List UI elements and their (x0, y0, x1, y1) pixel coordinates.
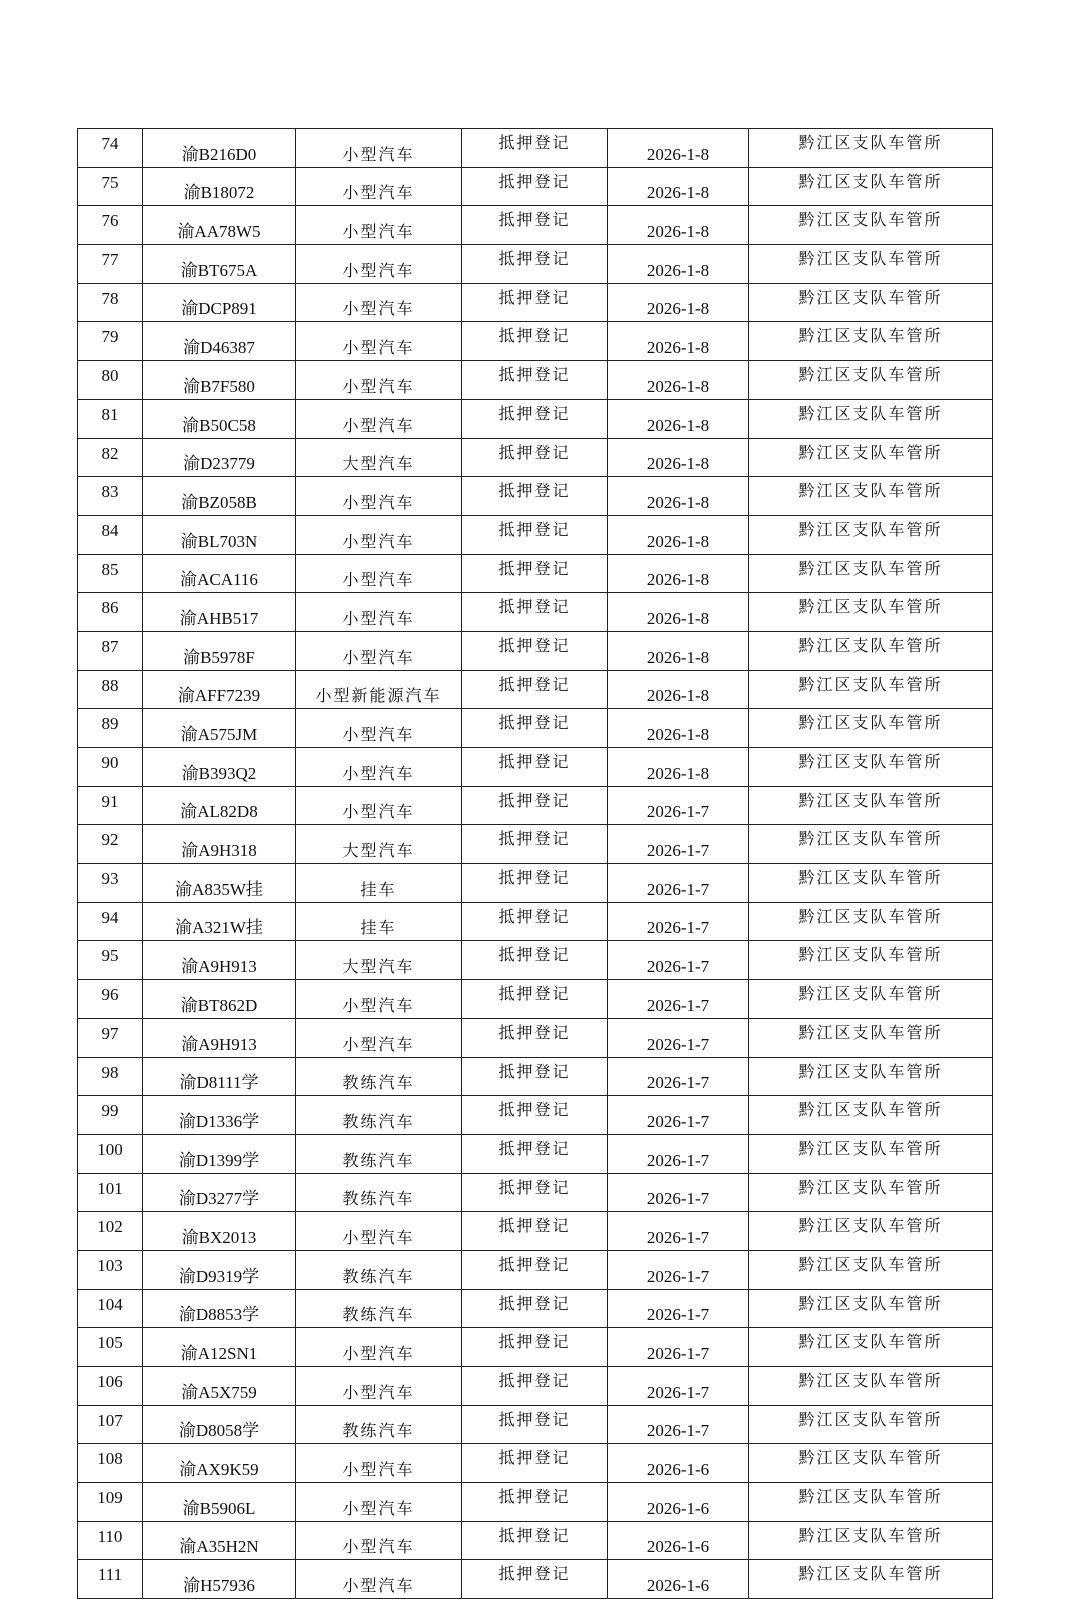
plate-number-cell: 渝A321W挂 (143, 902, 296, 941)
plate-number-cell: 渝B7F580 (143, 361, 296, 400)
business-type-cell: 抵押登记 (462, 1018, 608, 1057)
vehicle-type-cell: 小型汽车 (296, 206, 462, 245)
row-number-cell: 89 (78, 709, 143, 748)
date-cell: 2026-1-8 (608, 167, 749, 206)
vehicle-type-cell: 小型汽车 (296, 1483, 462, 1522)
row-number-cell: 104 (78, 1289, 143, 1328)
plate-number-cell: 渝AL82D8 (143, 786, 296, 825)
plate-number-cell: 渝BX2013 (143, 1212, 296, 1251)
date-cell: 2026-1-8 (608, 245, 749, 284)
vehicle-type-cell: 小型汽车 (296, 748, 462, 787)
row-number-cell: 105 (78, 1328, 143, 1367)
vehicle-type-cell: 小型汽车 (296, 1367, 462, 1406)
vehicle-type-cell: 教练汽车 (296, 1405, 462, 1444)
plate-number-cell: 渝ACA116 (143, 554, 296, 593)
table-row (78, 902, 993, 941)
table-row (78, 1405, 993, 1444)
date-cell: 2026-1-7 (608, 1405, 749, 1444)
row-number-cell: 78 (78, 283, 143, 322)
table-row (78, 748, 993, 787)
plate-number-cell: 渝D3277学 (143, 1173, 296, 1212)
plate-number-cell: 渝AA78W5 (143, 206, 296, 245)
table-row (78, 1483, 993, 1522)
office-cell: 黔江区支队车管所 (749, 593, 993, 632)
vehicle-type-cell: 教练汽车 (296, 1057, 462, 1096)
row-number-cell: 111 (78, 1560, 143, 1599)
business-type-cell: 抵押登记 (462, 709, 608, 748)
vehicle-type-cell: 教练汽车 (296, 1289, 462, 1328)
vehicle-type-cell: 小型汽车 (296, 1212, 462, 1251)
plate-number-cell: 渝DCP891 (143, 283, 296, 322)
vehicle-type-cell: 小型汽车 (296, 167, 462, 206)
plate-number-cell: 渝H57936 (143, 1560, 296, 1599)
office-cell: 黔江区支队车管所 (749, 864, 993, 903)
plate-number-cell: 渝A35H2N (143, 1521, 296, 1560)
business-type-cell: 抵押登记 (462, 1521, 608, 1560)
office-cell: 黔江区支队车管所 (749, 438, 993, 477)
office-cell: 黔江区支队车管所 (749, 1250, 993, 1289)
table-row (78, 1250, 993, 1289)
date-cell: 2026-1-7 (608, 1096, 749, 1135)
table-row (78, 1096, 993, 1135)
row-number-cell: 77 (78, 245, 143, 284)
office-cell: 黔江区支队车管所 (749, 1057, 993, 1096)
row-number-cell: 107 (78, 1405, 143, 1444)
date-cell: 2026-1-8 (608, 748, 749, 787)
vehicle-type-cell: 教练汽车 (296, 1134, 462, 1173)
table-row (78, 1367, 993, 1406)
table-row (78, 1173, 993, 1212)
date-cell: 2026-1-8 (608, 554, 749, 593)
office-cell: 黔江区支队车管所 (749, 1289, 993, 1328)
date-cell: 2026-1-7 (608, 1057, 749, 1096)
row-number-cell: 87 (78, 631, 143, 670)
office-cell: 黔江区支队车管所 (749, 1173, 993, 1212)
plate-number-cell: 渝A575JM (143, 709, 296, 748)
business-type-cell: 抵押登记 (462, 748, 608, 787)
business-type-cell: 抵押登记 (462, 1444, 608, 1483)
date-cell: 2026-1-6 (608, 1521, 749, 1560)
row-number-cell: 96 (78, 980, 143, 1019)
office-cell: 黔江区支队车管所 (749, 129, 993, 168)
date-cell: 2026-1-7 (608, 825, 749, 864)
table-row (78, 129, 993, 168)
plate-number-cell: 渝A12SN1 (143, 1328, 296, 1367)
row-number-cell: 91 (78, 786, 143, 825)
business-type-cell: 抵押登记 (462, 322, 608, 361)
business-type-cell: 抵押登记 (462, 825, 608, 864)
office-cell: 黔江区支队车管所 (749, 206, 993, 245)
business-type-cell: 抵押登记 (462, 1057, 608, 1096)
vehicle-type-cell: 小型汽车 (296, 1521, 462, 1560)
table-row (78, 322, 993, 361)
plate-number-cell: 渝D1399学 (143, 1134, 296, 1173)
row-number-cell: 93 (78, 864, 143, 903)
date-cell: 2026-1-8 (608, 438, 749, 477)
plate-number-cell: 渝D8853学 (143, 1289, 296, 1328)
plate-number-cell: 渝D9319学 (143, 1250, 296, 1289)
office-cell: 黔江区支队车管所 (749, 941, 993, 980)
business-type-cell: 抵押登记 (462, 864, 608, 903)
table-row (78, 786, 993, 825)
business-type-cell: 抵押登记 (462, 670, 608, 709)
business-type-cell: 抵押登记 (462, 438, 608, 477)
table-row (78, 438, 993, 477)
plate-number-cell: 渝B18072 (143, 167, 296, 206)
date-cell: 2026-1-7 (608, 1367, 749, 1406)
office-cell: 黔江区支队车管所 (749, 1405, 993, 1444)
business-type-cell: 抵押登记 (462, 1328, 608, 1367)
table-row (78, 1134, 993, 1173)
vehicle-type-cell: 小型汽车 (296, 361, 462, 400)
office-cell: 黔江区支队车管所 (749, 1483, 993, 1522)
plate-number-cell: 渝A9H913 (143, 1018, 296, 1057)
business-type-cell: 抵押登记 (462, 167, 608, 206)
row-number-cell: 94 (78, 902, 143, 941)
table-row (78, 1560, 993, 1599)
office-cell: 黔江区支队车管所 (749, 1367, 993, 1406)
row-number-cell: 79 (78, 322, 143, 361)
business-type-cell: 抵押登记 (462, 554, 608, 593)
office-cell: 黔江区支队车管所 (749, 1134, 993, 1173)
table-row (78, 167, 993, 206)
date-cell: 2026-1-8 (608, 477, 749, 516)
row-number-cell: 82 (78, 438, 143, 477)
vehicle-type-cell: 挂车 (296, 902, 462, 941)
date-cell: 2026-1-6 (608, 1483, 749, 1522)
office-cell: 黔江区支队车管所 (749, 1096, 993, 1135)
table-row (78, 631, 993, 670)
office-cell: 黔江区支队车管所 (749, 748, 993, 787)
business-type-cell: 抵押登记 (462, 1289, 608, 1328)
vehicle-type-cell: 小型汽车 (296, 1018, 462, 1057)
plate-number-cell: 渝A5X759 (143, 1367, 296, 1406)
business-type-cell: 抵押登记 (462, 245, 608, 284)
office-cell: 黔江区支队车管所 (749, 1328, 993, 1367)
vehicle-type-cell: 小型汽车 (296, 283, 462, 322)
table-row (78, 825, 993, 864)
row-number-cell: 110 (78, 1521, 143, 1560)
plate-number-cell: 渝A835W挂 (143, 864, 296, 903)
vehicle-type-cell: 小型汽车 (296, 709, 462, 748)
business-type-cell: 抵押登记 (462, 941, 608, 980)
row-number-cell: 99 (78, 1096, 143, 1135)
table-row (78, 1018, 993, 1057)
vehicle-type-cell: 教练汽车 (296, 1173, 462, 1212)
table-row (78, 554, 993, 593)
table-row (78, 1328, 993, 1367)
table-row (78, 593, 993, 632)
row-number-cell: 76 (78, 206, 143, 245)
business-type-cell: 抵押登记 (462, 283, 608, 322)
date-cell: 2026-1-7 (608, 1212, 749, 1251)
vehicle-type-cell: 大型汽车 (296, 941, 462, 980)
date-cell: 2026-1-7 (608, 1250, 749, 1289)
vehicle-type-cell: 教练汽车 (296, 1250, 462, 1289)
date-cell: 2026-1-6 (608, 1560, 749, 1599)
plate-number-cell: 渝D1336学 (143, 1096, 296, 1135)
plate-number-cell: 渝A9H318 (143, 825, 296, 864)
business-type-cell: 抵押登记 (462, 515, 608, 554)
row-number-cell: 84 (78, 515, 143, 554)
date-cell: 2026-1-8 (608, 283, 749, 322)
plate-number-cell: 渝A9H913 (143, 941, 296, 980)
business-type-cell: 抵押登记 (462, 1483, 608, 1522)
office-cell: 黔江区支队车管所 (749, 361, 993, 400)
table-row (78, 709, 993, 748)
vehicle-registration-table (77, 128, 993, 1599)
plate-number-cell: 渝AFF7239 (143, 670, 296, 709)
row-number-cell: 95 (78, 941, 143, 980)
date-cell: 2026-1-8 (608, 593, 749, 632)
table-row (78, 1289, 993, 1328)
plate-number-cell: 渝B5978F (143, 631, 296, 670)
row-number-cell: 83 (78, 477, 143, 516)
date-cell: 2026-1-7 (608, 864, 749, 903)
business-type-cell: 抵押登记 (462, 1250, 608, 1289)
row-number-cell: 90 (78, 748, 143, 787)
business-type-cell: 抵押登记 (462, 206, 608, 245)
plate-number-cell: 渝BT862D (143, 980, 296, 1019)
business-type-cell: 抵押登记 (462, 902, 608, 941)
vehicle-type-cell: 大型汽车 (296, 825, 462, 864)
row-number-cell: 98 (78, 1057, 143, 1096)
vehicle-type-cell: 小型汽车 (296, 554, 462, 593)
row-number-cell: 106 (78, 1367, 143, 1406)
plate-number-cell: 渝AHB517 (143, 593, 296, 632)
vehicle-type-cell: 小型汽车 (296, 1328, 462, 1367)
row-number-cell: 103 (78, 1250, 143, 1289)
date-cell: 2026-1-8 (608, 670, 749, 709)
date-cell: 2026-1-7 (608, 1018, 749, 1057)
business-type-cell: 抵押登记 (462, 399, 608, 438)
row-number-cell: 108 (78, 1444, 143, 1483)
plate-number-cell: 渝D8111学 (143, 1057, 296, 1096)
office-cell: 黔江区支队车管所 (749, 825, 993, 864)
table-row (78, 941, 993, 980)
row-number-cell: 97 (78, 1018, 143, 1057)
table-row (78, 1444, 993, 1483)
vehicle-type-cell: 教练汽车 (296, 1096, 462, 1135)
table-row (78, 245, 993, 284)
office-cell: 黔江区支队车管所 (749, 283, 993, 322)
plate-number-cell: 渝B5906L (143, 1483, 296, 1522)
date-cell: 2026-1-8 (608, 322, 749, 361)
date-cell: 2026-1-8 (608, 361, 749, 400)
plate-number-cell: 渝D46387 (143, 322, 296, 361)
business-type-cell: 抵押登记 (462, 786, 608, 825)
date-cell: 2026-1-8 (608, 129, 749, 168)
plate-number-cell: 渝B50C58 (143, 399, 296, 438)
row-number-cell: 92 (78, 825, 143, 864)
table-row (78, 477, 993, 516)
plate-number-cell: 渝AX9K59 (143, 1444, 296, 1483)
row-number-cell: 100 (78, 1134, 143, 1173)
office-cell: 黔江区支队车管所 (749, 631, 993, 670)
row-number-cell: 74 (78, 129, 143, 168)
business-type-cell: 抵押登记 (462, 593, 608, 632)
row-number-cell: 86 (78, 593, 143, 632)
plate-number-cell: 渝B216D0 (143, 129, 296, 168)
table-row (78, 1521, 993, 1560)
vehicle-type-cell: 挂车 (296, 864, 462, 903)
table-row (78, 399, 993, 438)
table-body (78, 129, 993, 1599)
office-cell: 黔江区支队车管所 (749, 1560, 993, 1599)
business-type-cell: 抵押登记 (462, 1173, 608, 1212)
plate-number-cell: 渝BT675A (143, 245, 296, 284)
plate-number-cell: 渝B393Q2 (143, 748, 296, 787)
vehicle-type-cell: 小型汽车 (296, 245, 462, 284)
row-number-cell: 81 (78, 399, 143, 438)
office-cell: 黔江区支队车管所 (749, 1444, 993, 1483)
date-cell: 2026-1-7 (608, 1328, 749, 1367)
business-type-cell: 抵押登记 (462, 1212, 608, 1251)
office-cell: 黔江区支队车管所 (749, 1521, 993, 1560)
vehicle-type-cell: 大型汽车 (296, 438, 462, 477)
vehicle-type-cell: 小型汽车 (296, 399, 462, 438)
plate-number-cell: 渝D8058学 (143, 1405, 296, 1444)
date-cell: 2026-1-7 (608, 1173, 749, 1212)
vehicle-type-cell: 小型汽车 (296, 980, 462, 1019)
office-cell: 黔江区支队车管所 (749, 670, 993, 709)
date-cell: 2026-1-8 (608, 709, 749, 748)
vehicle-type-cell: 小型汽车 (296, 1444, 462, 1483)
row-number-cell: 80 (78, 361, 143, 400)
office-cell: 黔江区支队车管所 (749, 980, 993, 1019)
office-cell: 黔江区支队车管所 (749, 709, 993, 748)
office-cell: 黔江区支队车管所 (749, 554, 993, 593)
business-type-cell: 抵押登记 (462, 361, 608, 400)
office-cell: 黔江区支队车管所 (749, 1212, 993, 1251)
date-cell: 2026-1-7 (608, 786, 749, 825)
date-cell: 2026-1-7 (608, 1289, 749, 1328)
business-type-cell: 抵押登记 (462, 129, 608, 168)
row-number-cell: 101 (78, 1173, 143, 1212)
table-row (78, 1057, 993, 1096)
table-row (78, 206, 993, 245)
office-cell: 黔江区支队车管所 (749, 399, 993, 438)
table-row (78, 1212, 993, 1251)
office-cell: 黔江区支队车管所 (749, 245, 993, 284)
date-cell: 2026-1-8 (608, 399, 749, 438)
office-cell: 黔江区支队车管所 (749, 515, 993, 554)
business-type-cell: 抵押登记 (462, 1405, 608, 1444)
office-cell: 黔江区支队车管所 (749, 167, 993, 206)
vehicle-type-cell: 小型汽车 (296, 515, 462, 554)
date-cell: 2026-1-8 (608, 515, 749, 554)
office-cell: 黔江区支队车管所 (749, 1018, 993, 1057)
vehicle-type-cell: 小型汽车 (296, 477, 462, 516)
office-cell: 黔江区支队车管所 (749, 902, 993, 941)
table-row (78, 361, 993, 400)
row-number-cell: 75 (78, 167, 143, 206)
business-type-cell: 抵押登记 (462, 631, 608, 670)
vehicle-type-cell: 小型汽车 (296, 631, 462, 670)
row-number-cell: 85 (78, 554, 143, 593)
row-number-cell: 102 (78, 1212, 143, 1251)
office-cell: 黔江区支队车管所 (749, 786, 993, 825)
business-type-cell: 抵押登记 (462, 477, 608, 516)
vehicle-type-cell: 小型汽车 (296, 1560, 462, 1599)
date-cell: 2026-1-7 (608, 1134, 749, 1173)
date-cell: 2026-1-7 (608, 941, 749, 980)
date-cell: 2026-1-8 (608, 631, 749, 670)
business-type-cell: 抵押登记 (462, 1560, 608, 1599)
table-row (78, 283, 993, 322)
vehicle-type-cell: 小型汽车 (296, 322, 462, 361)
vehicle-type-cell: 小型汽车 (296, 129, 462, 168)
vehicle-type-cell: 小型汽车 (296, 593, 462, 632)
business-type-cell: 抵押登记 (462, 980, 608, 1019)
plate-number-cell: 渝BL703N (143, 515, 296, 554)
plate-number-cell: 渝BZ058B (143, 477, 296, 516)
date-cell: 2026-1-7 (608, 902, 749, 941)
table-row (78, 670, 993, 709)
table-row (78, 864, 993, 903)
office-cell: 黔江区支队车管所 (749, 477, 993, 516)
row-number-cell: 109 (78, 1483, 143, 1522)
row-number-cell: 88 (78, 670, 143, 709)
date-cell: 2026-1-7 (608, 980, 749, 1019)
business-type-cell: 抵押登记 (462, 1367, 608, 1406)
business-type-cell: 抵押登记 (462, 1134, 608, 1173)
plate-number-cell: 渝D23779 (143, 438, 296, 477)
table-row (78, 980, 993, 1019)
vehicle-type-cell: 小型新能源汽车 (296, 670, 462, 709)
office-cell: 黔江区支队车管所 (749, 322, 993, 361)
vehicle-type-cell: 小型汽车 (296, 786, 462, 825)
business-type-cell: 抵押登记 (462, 1096, 608, 1135)
date-cell: 2026-1-6 (608, 1444, 749, 1483)
date-cell: 2026-1-8 (608, 206, 749, 245)
table-row (78, 515, 993, 554)
